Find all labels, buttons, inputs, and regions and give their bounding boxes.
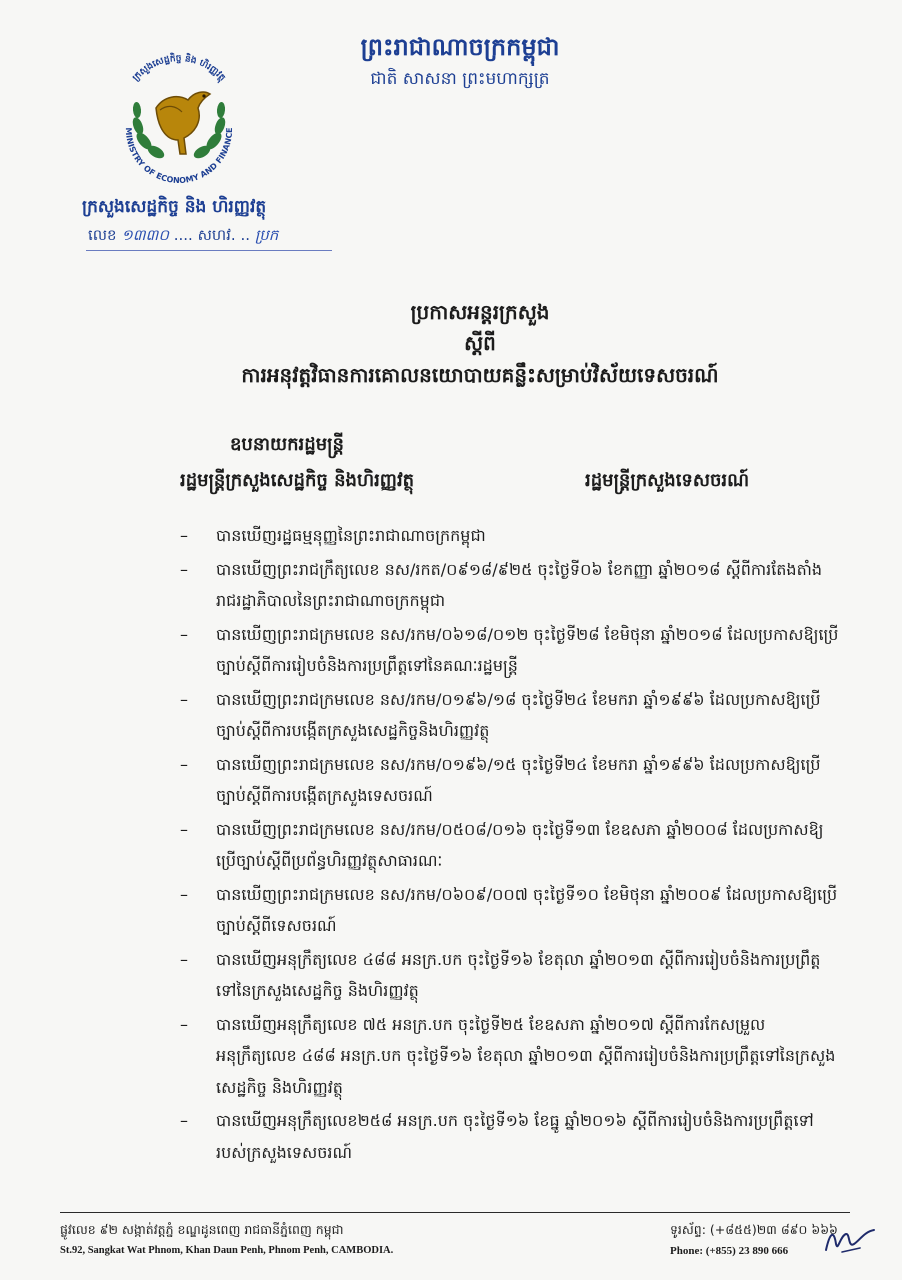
mef-minister-title: រដ្ឋមន្ត្រីក្រសួងសេដ្ឋកិច្ច និងហិរញ្ញវត្ថុ — [180, 470, 415, 491]
handwritten-initials-icon — [820, 1222, 880, 1258]
ref-prefix: លេខ — [88, 226, 117, 244]
svg-text:ក្រសួងសេដ្ឋកិច្ច និង ហិរញ្ញវត្ — [131, 52, 227, 85]
document-about: ស្តីពី — [464, 331, 496, 355]
deputy-prime-minister-title: ឧបនាយករដ្ឋមន្ត្រី — [230, 434, 344, 455]
list-item: – បានឃើញព្រះរាជក្រមលេខ នស/រកម/០៥០៨/០១៦ ចុះថ្ងៃទី១៣ ខែឧសភា ឆ្នាំ២០០៨ ដែលប្រកាសឱ្យប្រើច្បាប់ស្តីពីប្រព័ន្ធហិរញ្ញវត្ថុសាធារណៈ — [180, 814, 840, 877]
document-title-block — [150, 296, 810, 392]
list-item: – បានឃើញអនុក្រឹត្យលេខ ៤៨៨ អនក្រ.បក ចុះថ្ងៃទី១៦ ខែតុលា ឆ្នាំ២០១៣ ស្តីពីការរៀបចំនិងការប្រព្រឹត្តទៅនៃក្រសួងសេដ្ឋកិច្ច និងហិរញ្ញវត្ថុ — [180, 944, 840, 1007]
footer-phone-en: Phone: (+855) 23 890 666 — [670, 1245, 789, 1257]
footer-divider — [60, 1212, 850, 1213]
tourism-minister-title: រដ្ឋមន្ត្រីក្រសួងទេសចរណ៍ — [585, 470, 750, 491]
footer-address-kh: ផ្លូវលេខ ៩២ សង្កាត់វត្តភ្នំ ខណ្ឌដូនពេញ រាជធានីភ្នំពេញ កម្ពុជា — [60, 1222, 344, 1237]
national-motto: ជាតិ សាសនា ព្រះមហាក្សត្រ — [370, 69, 550, 89]
kingdom-title: ព្រះរាជាណាចក្រកម្ពុជា — [360, 33, 560, 61]
seal-text-en: MINISTRY OF ECONOMY AND FINANCE — [123, 127, 235, 186]
ref-suffix: សហវ. — [197, 226, 236, 244]
list-item: – បានឃើញរដ្ឋធម្មនុញ្ញនៃព្រះរាជាណាចក្រកម្ពុជា — [180, 520, 840, 552]
footer-address-en: St.92, Sangkat Wat Phnom, Khan Daun Penh, Phnom Penh, CAMBODIA. — [60, 1245, 394, 1256]
list-item: – បានឃើញព្រះរាជក្រមលេខ នស/រកម/០៦០៩/០០៧ ចុះថ្ងៃទី១០ ខែមិថុនា ឆ្នាំ២០០៩ ដែលប្រកាសឱ្យប្រើច្បាប់ស្តីពីទេសចរណ៍ — [180, 879, 840, 942]
legal-references-list — [180, 520, 840, 1170]
seal-text-kh: ក្រសួងសេដ្ឋកិច្ច និង ហិរញ្ញវត្ថុ — [131, 54, 227, 84]
reference-underline — [86, 250, 332, 251]
document-subject: ការអនុវត្តវិធានការគោលនយោបាយគន្លឹះសម្រាប់វិស័យទេសចរណ៍ — [241, 363, 719, 387]
ministry-seal-logo — [104, 46, 254, 196]
reference-number: លេខ ១៣៣០ .... សហវ. .. ប្រក — [88, 226, 279, 244]
ref-number: ១៣៣០ — [121, 226, 169, 244]
list-item: – បានឃើញព្រះរាជក្រមលេខ នស/រកម/០១៩៦/១៨ ចុះថ្ងៃទី២៤ ខែមករា ឆ្នាំ១៩៩៦ ដែលប្រកាសឱ្យប្រើច្បាប់ស្តីពីការបង្កើតក្រសួងសេដ្ឋកិច្ចនិងហិរញ្ញវត្ថុ — [180, 684, 840, 747]
ministry-name: ក្រសួងសេដ្ឋកិច្ច និង ហិរញ្ញវត្ថុ — [82, 197, 267, 217]
list-item: – បានឃើញអនុក្រឹត្យលេខ២៥៨ អនក្រ.បក ចុះថ្ងៃទី១៦ ខែធ្នូ ឆ្នាំ២០១៦ ស្តីពីការរៀបចំនិងការប្រព្រឹត្តទៅរបស់ក្រសួងទេសចរណ៍ — [180, 1105, 840, 1168]
list-item: – បានឃើញព្រះរាជក្រឹត្យលេខ នស/រកត/០៩១៨/៩២៥ ចុះថ្ងៃទី០៦ ខែកញ្ញា ឆ្នាំ២០១៨ ស្តីពីការតែងតាំងរាជរដ្ឋាភិបាលនៃព្រះរាជាណាចក្រកម្ពុជា — [180, 554, 840, 617]
footer-phone-kh: ទូរស័ព្ទ: (+៨៥៥)២៣ ៨៩០ ៦៦៦ — [670, 1222, 838, 1237]
list-item: – បានឃើញព្រះរាជក្រមលេខ នស/រកម/០១៩៦/១៥ ចុះថ្ងៃទី២៤ ខែមករា ឆ្នាំ១៩៩៦ ដែលប្រកាសឱ្យប្រើច្បាប់ស្តីពីការបង្កើតក្រសួងទេសចរណ៍ — [180, 749, 840, 812]
list-item: – បានឃើញព្រះរាជក្រមលេខ នស/រកម/០៦១៨/០១២ ចុះថ្ងៃទី២៨ ខែមិថុនា ឆ្នាំ២០១៨ ដែលប្រកាសឱ្យប្រើច្បាប់ស្តីពីការរៀបចំនិងការប្រព្រឹត្តទៅនៃគណៈរដ្ឋមន្ត្រី — [180, 619, 840, 682]
document-type: ប្រកាសអន្តរក្រសួង — [410, 300, 550, 324]
kingdom-header — [300, 30, 620, 92]
ref-code: ប្រក — [254, 226, 279, 244]
list-item: – បានឃើញអនុក្រឹត្យលេខ ៧៥ អនក្រ.បក ចុះថ្ងៃទី២៥ ខែឧសភា ឆ្នាំ២០១៧ ស្តីពីការកែសម្រួលអនុក្រឹត្យលេខ ៤៨៨ អនក្រ.បក ចុះថ្ងៃទី១៦ ខែតុលា ឆ្នាំ២០១៣ ស្តីពីការរៀបចំនិងការប្រព្រឹត្តទៅនៃក្រសួងសេដ្ឋកិច្ច និងហិរញ្ញវត្ថុ — [180, 1009, 840, 1104]
golden-bird-icon — [156, 92, 210, 154]
